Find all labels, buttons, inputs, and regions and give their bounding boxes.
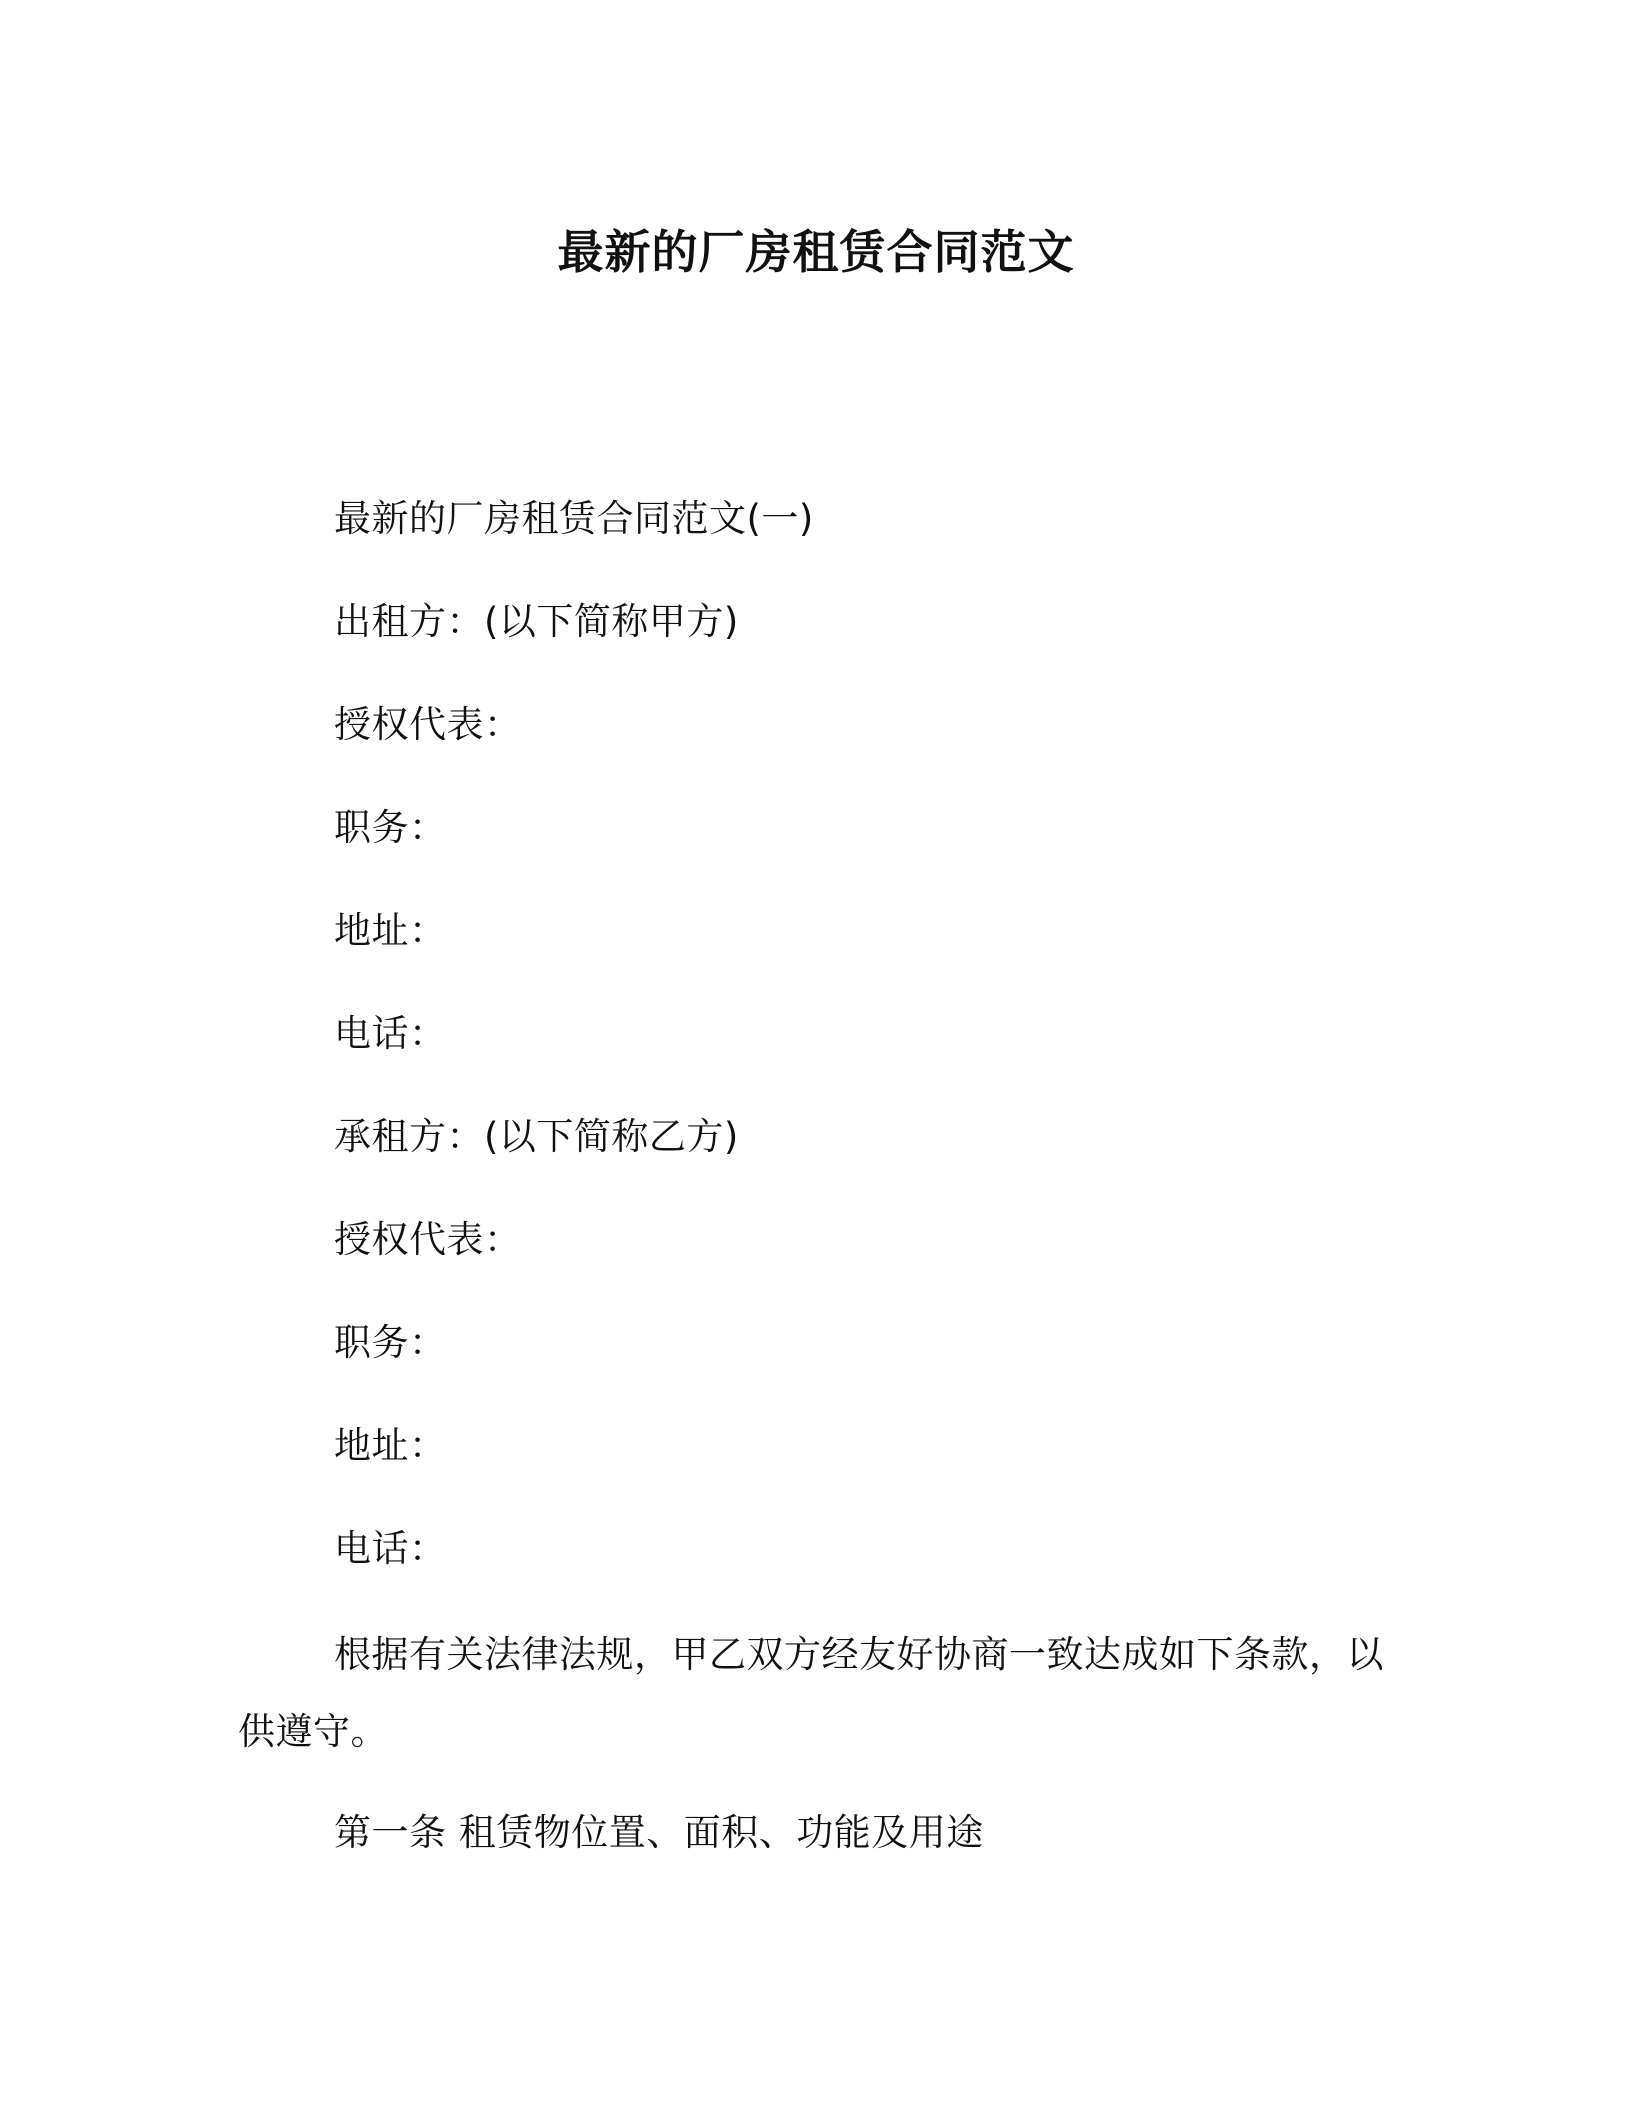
lessee-position-field: 职务： [334, 1321, 447, 1364]
lessee-representative-field: 授权代表： [334, 1218, 522, 1261]
lessee-address-field: 地址： [334, 1424, 447, 1467]
lessee-label: 承租方：(以下简称乙方) [334, 1115, 739, 1158]
lessee-phone-field: 电话： [334, 1527, 447, 1570]
lessor-address-field: 地址： [334, 909, 447, 952]
lessor-label: 出租方：(以下简称甲方) [334, 600, 739, 643]
lessor-position-field: 职务： [334, 806, 447, 849]
section-heading: 最新的厂房租赁合同范文(一) [334, 497, 814, 540]
lessor-representative-field: 授权代表： [334, 703, 522, 746]
document-title: 最新的厂房租赁合同范文 [557, 225, 1075, 279]
article-1-heading: 第一条 租赁物位置、面积、功能及用途 [334, 1811, 984, 1854]
intro-paragraph: 根据有关法律法规，甲乙双方经友好协商一致达成如下条款，以供遵守。 [238, 1633, 1384, 1753]
lessor-phone-field: 电话： [334, 1012, 447, 1055]
